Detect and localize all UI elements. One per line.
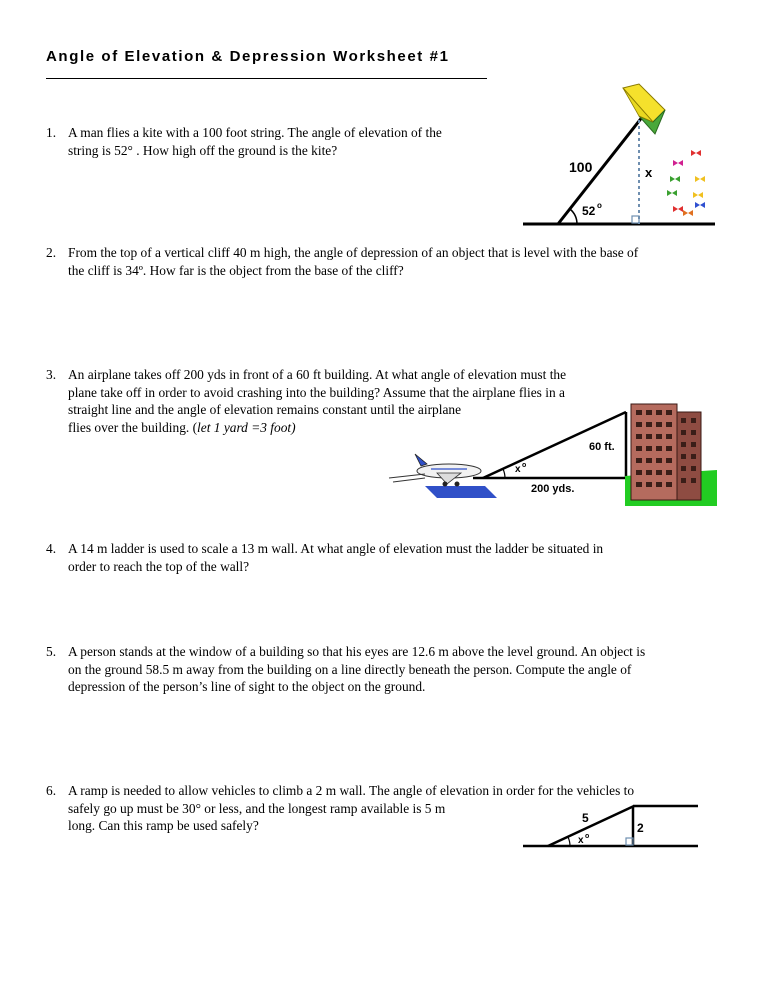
question-line: straight line and the angle of elevation remains constant until the airplane: [68, 402, 462, 417]
question-number: 2.: [46, 245, 57, 260]
unit-note: let 1 yard =3 foot): [197, 419, 296, 435]
kite-hyp-label: 100: [569, 159, 593, 175]
title-underline: [46, 78, 487, 79]
airplane-icon: [389, 454, 481, 487]
question-number: 6.: [46, 783, 57, 798]
runway-shadow: [425, 486, 497, 498]
question-line: From the top of a vertical cliff 40 m high, the angle of depression of an object that is level with the base of: [68, 245, 639, 260]
question-line: A 14 m ladder is used to scale a 13 m wall. At what angle of elevation must the ladder be situated in: [68, 541, 604, 556]
question-line-prefix: flies over the building. (: [68, 419, 198, 435]
ramp-diagram: [520, 800, 700, 852]
angle-arc: [570, 209, 577, 224]
question-line: depression of the person’s line of sight to the object on the ground.: [68, 679, 426, 694]
page-title: Angle of Elevation & Depression Worksheet #1: [46, 48, 450, 65]
question-line: the cliff is 34º. How far is the object from the base of the cliff?: [68, 262, 404, 278]
plane-angle-label: x: [515, 464, 521, 475]
question-number: 4.: [46, 541, 57, 556]
plane-degree-mark: o: [522, 462, 527, 469]
airplane-diagram: [385, 398, 720, 506]
kite-tail-bows-icon: [667, 150, 705, 216]
kite-diagram: [515, 80, 725, 230]
question-line: A man flies a kite with a 100 foot string. The angle of elevation of the: [68, 125, 442, 140]
question-number: 1.: [46, 125, 57, 140]
question-line: safely go up must be 30° or less, and the longest ramp available is 5 m: [68, 800, 446, 816]
question-line: A ramp is needed to allow vehicles to climb a 2 m wall. The angle of elevation in order for the vehicles to: [68, 783, 635, 798]
question-line: plane take off in order to avoid crashing into the building? Assume that the airplane flies in a: [68, 384, 565, 400]
kite-angle-label: 52: [582, 204, 596, 218]
building-height-label: 60 ft.: [589, 441, 615, 453]
angle-arc: [568, 837, 570, 846]
question-line: long. Can this ramp be used safely?: [68, 818, 259, 833]
question-line: on the ground 58.5 m away from the building on a line directly beneath the person. Compute the angle of: [68, 661, 632, 677]
ramp-height-label: 2: [637, 821, 644, 835]
building-icon: [625, 404, 717, 506]
ramp-line: [548, 806, 634, 846]
question-number: 5.: [46, 644, 57, 659]
question-line: A person stands at the window of a building so that his eyes are 12.6 m above the level ground. An object is: [68, 644, 646, 659]
kite-side-label: x: [645, 165, 653, 180]
question-number: 3.: [46, 367, 57, 382]
kite-degree-mark: o: [597, 201, 602, 210]
question-line: An airplane takes off 200 yds in front of a 60 ft building. At what angle of elevation must the: [68, 367, 567, 382]
ramp-degree-mark: o: [585, 833, 590, 840]
right-angle-mark: [632, 216, 639, 223]
kite-icon: [623, 84, 665, 134]
angle-arc: [503, 469, 505, 478]
question-line: order to reach the top of the wall?: [68, 558, 250, 574]
ramp-hyp-label: 5: [582, 811, 589, 825]
distance-label: 200 yds.: [531, 483, 575, 495]
ramp-angle-label: x: [578, 835, 584, 846]
question-line: string is 52° . How high off the ground is the kite?: [68, 142, 338, 158]
